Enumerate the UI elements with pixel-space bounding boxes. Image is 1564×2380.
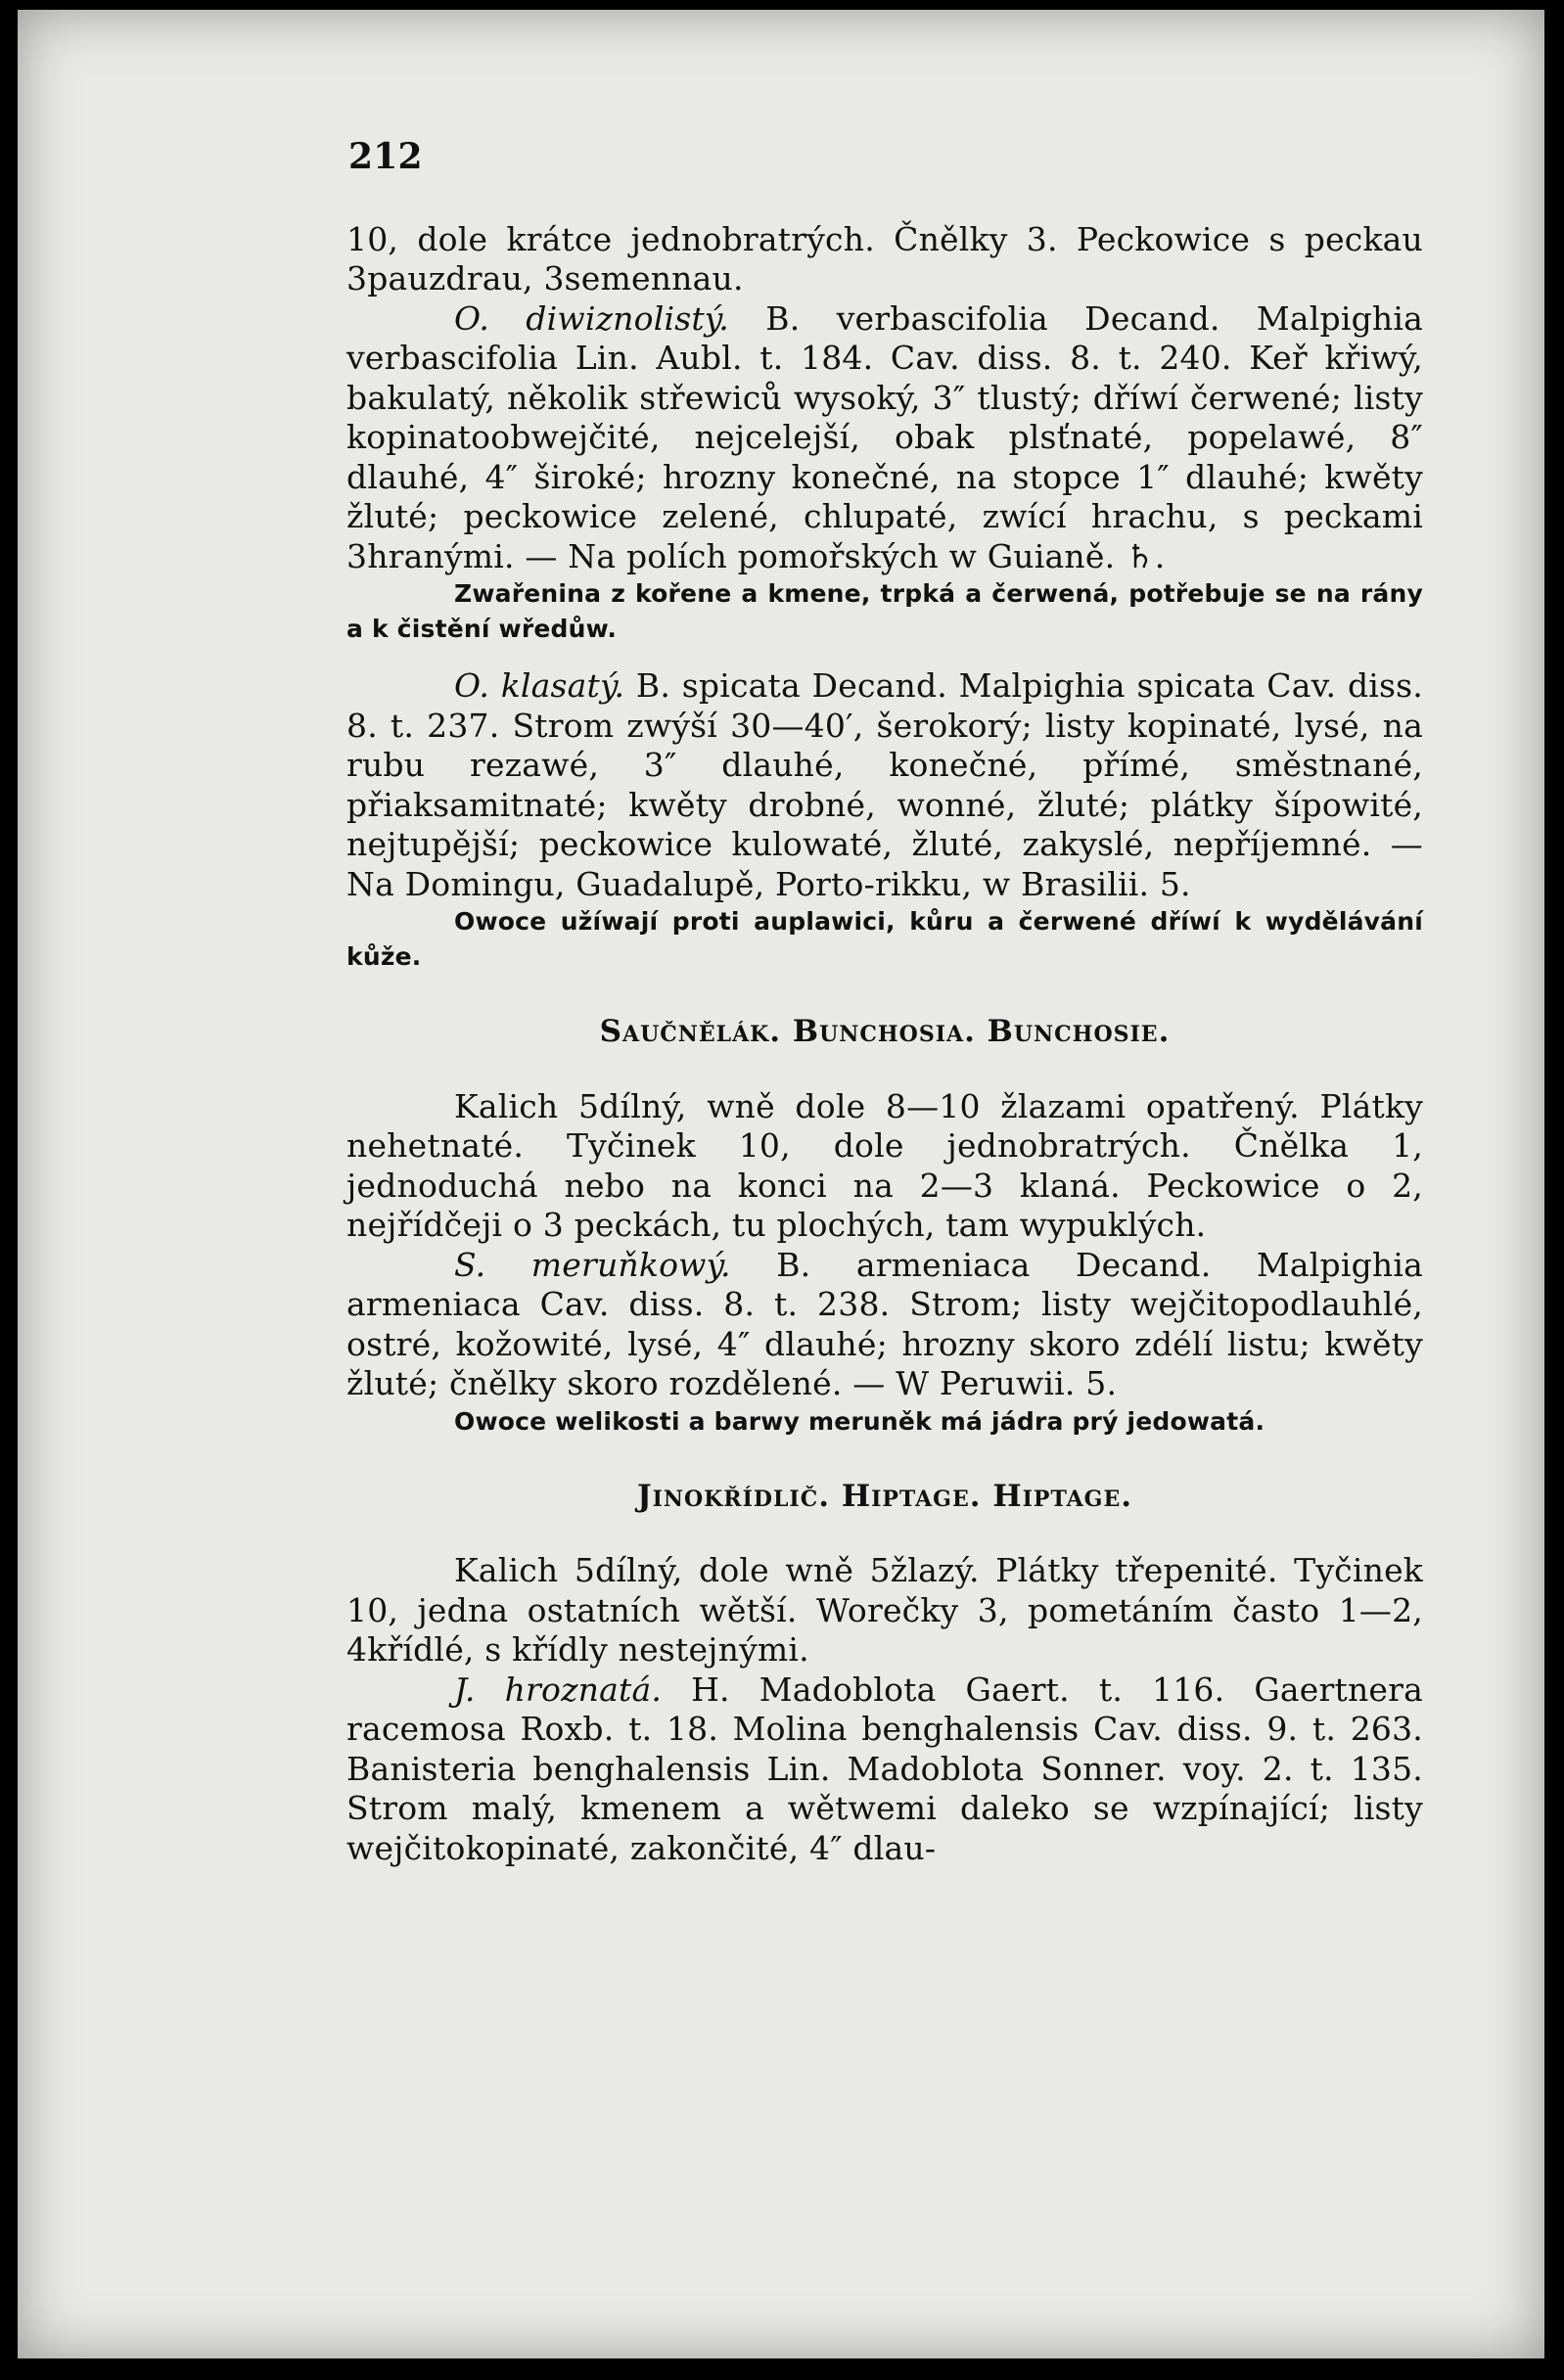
species-name: O. klasatý. — [454, 666, 625, 705]
species-description: B. spicata Decand. Malpighia spicata Cav. diss. 8. t. 237. Strom zwýší 30—40′, šerokorý; listy kopinaté, lysé, na rubu rezawé, 3″ dlauhé, konečné, přímé, směstnané, přiaksamitnaté; kwěty drobné, wonné, žluté; plátky šípowité, nejtupější; peckowice kulowaté, žluté, zakyslé, nepříjemné. — Na Domingu, Guadalupě, Porto-rikku, w Brasilii. 5. — [346, 666, 1423, 903]
paragraph-armeniaca — [346, 1246, 1423, 1404]
species-name: O. diwiznolistý. — [454, 298, 729, 338]
note-armeniaca: Owoce welikosti a barwy meruněk má jádra prý jedowatá. — [454, 1406, 1265, 1436]
page-number: 212 — [348, 136, 423, 177]
paragraph-verbascifolia — [346, 299, 1423, 577]
paragraph-hiptage-genus: Kalich 5dílný, dole wně 5žlazý. Plátky třepenité. Tyčinek 10, jedna ostatních wětší. Worečky 3, pometáním často 1—2, 4křídlé, s křídly nestejnými. — [346, 1551, 1423, 1669]
paragraph-bunchosia-genus: Kalich 5dílný, wně dole 8—10 žlazami opatřený. Plátky nehetnaté. Tyčinek 10, dole jednobratrých. Čnělka 1, jednoduchá nebo na konci na 2—3 klaná. Peckowice o 2, nejřídčeji o 3 peckách, tu plochých, tam wypuklých. — [346, 1086, 1423, 1244]
note-spicata: Owoce užíwají proti auplawici, kůru a čerwené dříwí k wydělávání kůže. — [346, 907, 1423, 971]
paragraph-spicata — [346, 666, 1423, 904]
book-page — [18, 10, 1544, 2358]
species-name: S. meruňkowý. — [454, 1245, 731, 1284]
species-description: H. Madoblota Gaert. t. 116. Gaertnera racemosa Roxb. t. 18. Molina benghalensis Cav. diss. 9. t. 263. Banisteria benghalensis Lin. Madoblota Sonner. voy. 2. t. 135. Strom malý, kmenem a wětwemi daleko se wzpínající; listy wejčitokopinaté, zakončité, 4″ dlau- — [346, 1670, 1423, 1867]
page-text — [346, 137, 1423, 1868]
genus-heading-bunchosia: Saučnělák. Bunchosia. Bunchosie. — [599, 1014, 1171, 1049]
species-description: B. armeniaca Decand. Malpighia armeniaca Cav. diss. 8. t. 238. Strom; listy wejčitopodlauhlé, ostré, kožowité, lysé, 4″ dlauhé; hrozny skoro zdélí listu; kwěty žluté; čnělky skoro rozdělené. — W Peruwii. 5. — [346, 1245, 1423, 1402]
species-description: B. verbascifolia Decand. Malpighia verbascifolia Lin. Aubl. t. 184. Cav. diss. 8. t. 240. Keř křiwý, bakulatý, několik střewiců wysoký, 3″ tlustý; dříwí čerwené; listy kopinatoobwejčité, nejcelejší, obak plsťnaté, popelawé, 8″ dlauhé, 4″ široké; hrozny konečné, na stopce 1″ dlauhé; kwěty žluté; peckowice zelené, chlupaté, zwící hrachu, s peckami 3hranými. — Na polích pomořských w Guianě. ♄. — [346, 298, 1423, 575]
paragraph-madoblota — [346, 1671, 1423, 1869]
species-name: J. hroznatá. — [454, 1670, 663, 1709]
genus-heading-hiptage: Jinokřídlič. Hiptage. Hiptage. — [636, 1478, 1133, 1514]
note-verbascifolia: Zwařenina z kořene a kmene, trpká a čerwená, potřebuje se na rány a k čistění wředůw. — [346, 579, 1423, 643]
paragraph-drupe-description: 10, dole krátce jednobratrých. Čnělky 3. Peckowice s peckau 3pauzdrau, 3semennau. — [346, 219, 1423, 298]
